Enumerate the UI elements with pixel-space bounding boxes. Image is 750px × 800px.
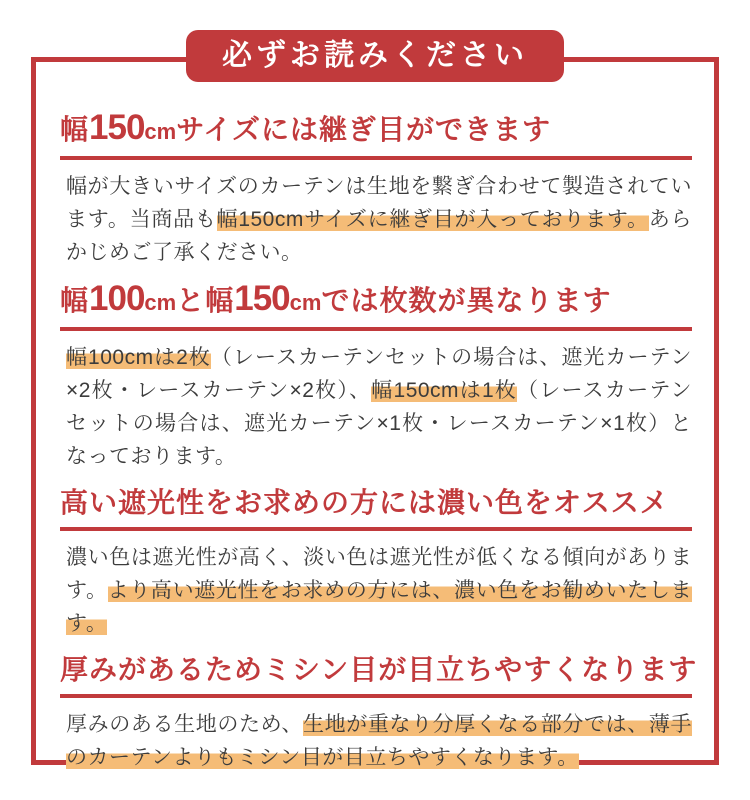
section-heading — [60, 652, 698, 698]
text-run: 150 — [234, 279, 290, 318]
text-run: cm — [144, 119, 177, 144]
text-run: （レースカーテンセットの場合は、遮光カーテン×1枚・レースカーテン×1枚）となっております。 — [66, 379, 692, 468]
section-stitch-notice — [60, 652, 698, 774]
section-dark-color-notice — [60, 485, 692, 640]
highlighted-text: より高い遮光性をお求めの方には、濃い色をお勧めいたします。 — [66, 579, 692, 635]
notice-badge — [186, 30, 564, 82]
section-body — [60, 341, 692, 473]
section-heading — [60, 110, 692, 160]
section-body — [60, 708, 692, 774]
section-heading — [60, 485, 692, 531]
text-run: 100 — [89, 279, 145, 318]
text-run: cm — [144, 290, 177, 315]
text-run: あらかじめご了承ください。 — [66, 208, 692, 264]
section-heading — [60, 281, 692, 331]
text-run: 濃い色は遮光性が高く、淡い色は遮光性が低くなる傾向があります。 — [66, 546, 692, 602]
text-run: と幅 — [176, 285, 235, 316]
text-run: では枚数が異なります — [321, 285, 612, 316]
highlighted-text: 幅150cmは1枚 — [371, 379, 518, 402]
text-run: 幅 — [60, 285, 90, 316]
section-seam-notice — [60, 110, 692, 269]
highlighted-text: 生地が重なり分厚くなる部分では、薄手のカーテンよりもミシン目が目立ちやすくなります。 — [66, 713, 692, 769]
notice-frame — [31, 57, 719, 769]
section-panel-count-notice — [60, 281, 692, 473]
highlighted-text: 幅100cmは2枚 — [66, 346, 211, 369]
section-body — [60, 541, 692, 640]
highlighted-text: 幅150cmサイズに継ぎ目が入っております。 — [216, 208, 649, 231]
text-run: 幅 — [60, 114, 90, 145]
text-run: 厚みがあるためミシン目が目立ちやすくなります — [60, 654, 698, 685]
text-run: 高い遮光性をお求めの方には濃い色をオススメ — [60, 487, 669, 518]
text-run: cm — [289, 290, 322, 315]
section-body — [60, 170, 692, 269]
text-run: （レースカーテンセットの場合は、遮光カーテン×2枚・レースカーテン×2枚）、 — [66, 346, 692, 402]
text-run: サイズには継ぎ目ができます — [176, 114, 551, 145]
text-run: 150 — [89, 108, 145, 147]
notice-badge-label: 必ずお読みください — [222, 39, 528, 72]
text-run: 幅が大きいサイズのカーテンは生地を繋ぎ合わせて製造されています。当商品も — [66, 175, 692, 231]
text-run: 厚みのある生地のため、 — [66, 713, 303, 736]
